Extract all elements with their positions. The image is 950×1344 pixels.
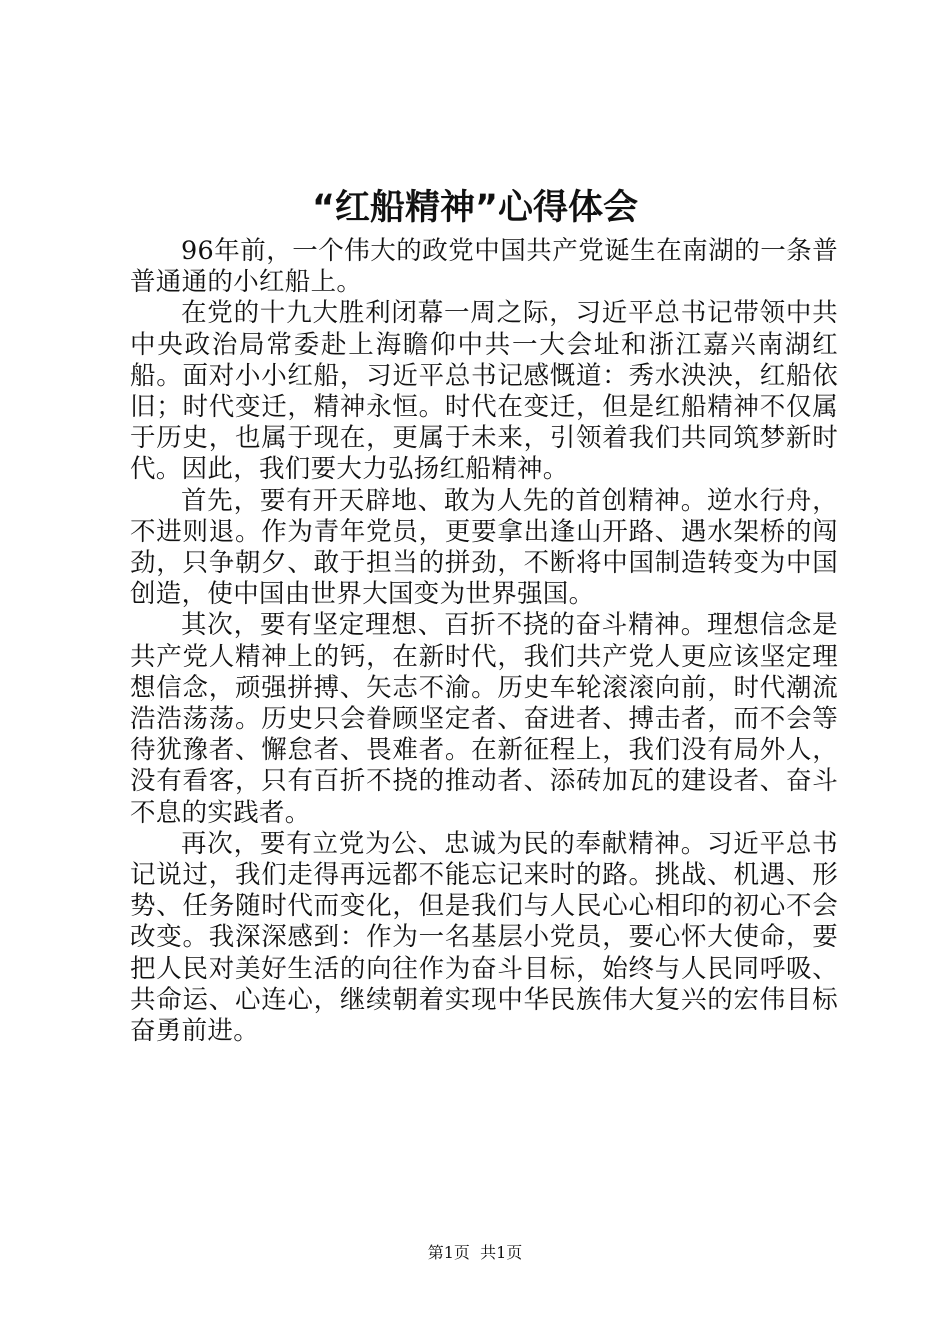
document-body bbox=[130, 236, 838, 1047]
paragraph-5: 再次，要有立党为公、忠诚为民的奉献精神。习近平总书记说过，我们走得再远都不能忘记来时的路。挑战、机遇、形势、任务随时代而变化，但是我们与人民心心相印的初心不会改变。我深深感到：作为一名基层小党员，要心怀大使命，要把人民对美好生活的向往作为奋斗目标，始终与人民同呼吸、共命运、心连心，继续朝着实现中华民族伟大复兴的宏伟目标奋勇前进。 bbox=[130, 828, 838, 1047]
page-footer: 第1页 共1页 bbox=[427, 1243, 523, 1262]
paragraph-1: 96年前，一个伟大的政党中国共产党诞生在南湖的一条普普通通的小红船上。 bbox=[130, 236, 838, 298]
document-title: “红船精神”心得体会 bbox=[311, 188, 638, 228]
paragraph-3: 首先，要有开天辟地、敢为人先的首创精神。逆水行舟，不进则退。作为青年党员，更要拿出逢山开路、遇水架桥的闯劲，只争朝夕、敢于担当的拼劲，不断将中国制造转变为中国创造，使中国由世界大国变为世界强国。 bbox=[130, 485, 838, 610]
paragraph-2: 在党的十九大胜利闭幕一周之际，习近平总书记带领中共中央政治局常委赴上海瞻仰中共一大会址和浙江嘉兴南湖红船。面对小小红船，习近平总书记感慨道：秀水泱泱，红船依旧；时代变迁，精神永恒。时代在变迁，但是红船精神不仅属于历史，也属于现在，更属于未来，引领着我们共同筑梦新时代。因此，我们要大力弘扬红船精神。 bbox=[130, 298, 838, 485]
paragraph-4: 其次，要有坚定理想、百折不挠的奋斗精神。理想信念是共产党人精神上的钙，在新时代，我们共产党人更应该坚定理想信念，顽强拼搏、矢志不渝。历史车轮滚滚向前，时代潮流浩浩荡荡。历史只会眷顾坚定者、奋进者、搏击者，而不会等待犹豫者、懈怠者、畏难者。在新征程上，我们没有局外人，没有看客，只有百折不挠的推动者、添砖加瓦的建设者、奋斗不息的实践者。 bbox=[130, 610, 838, 828]
